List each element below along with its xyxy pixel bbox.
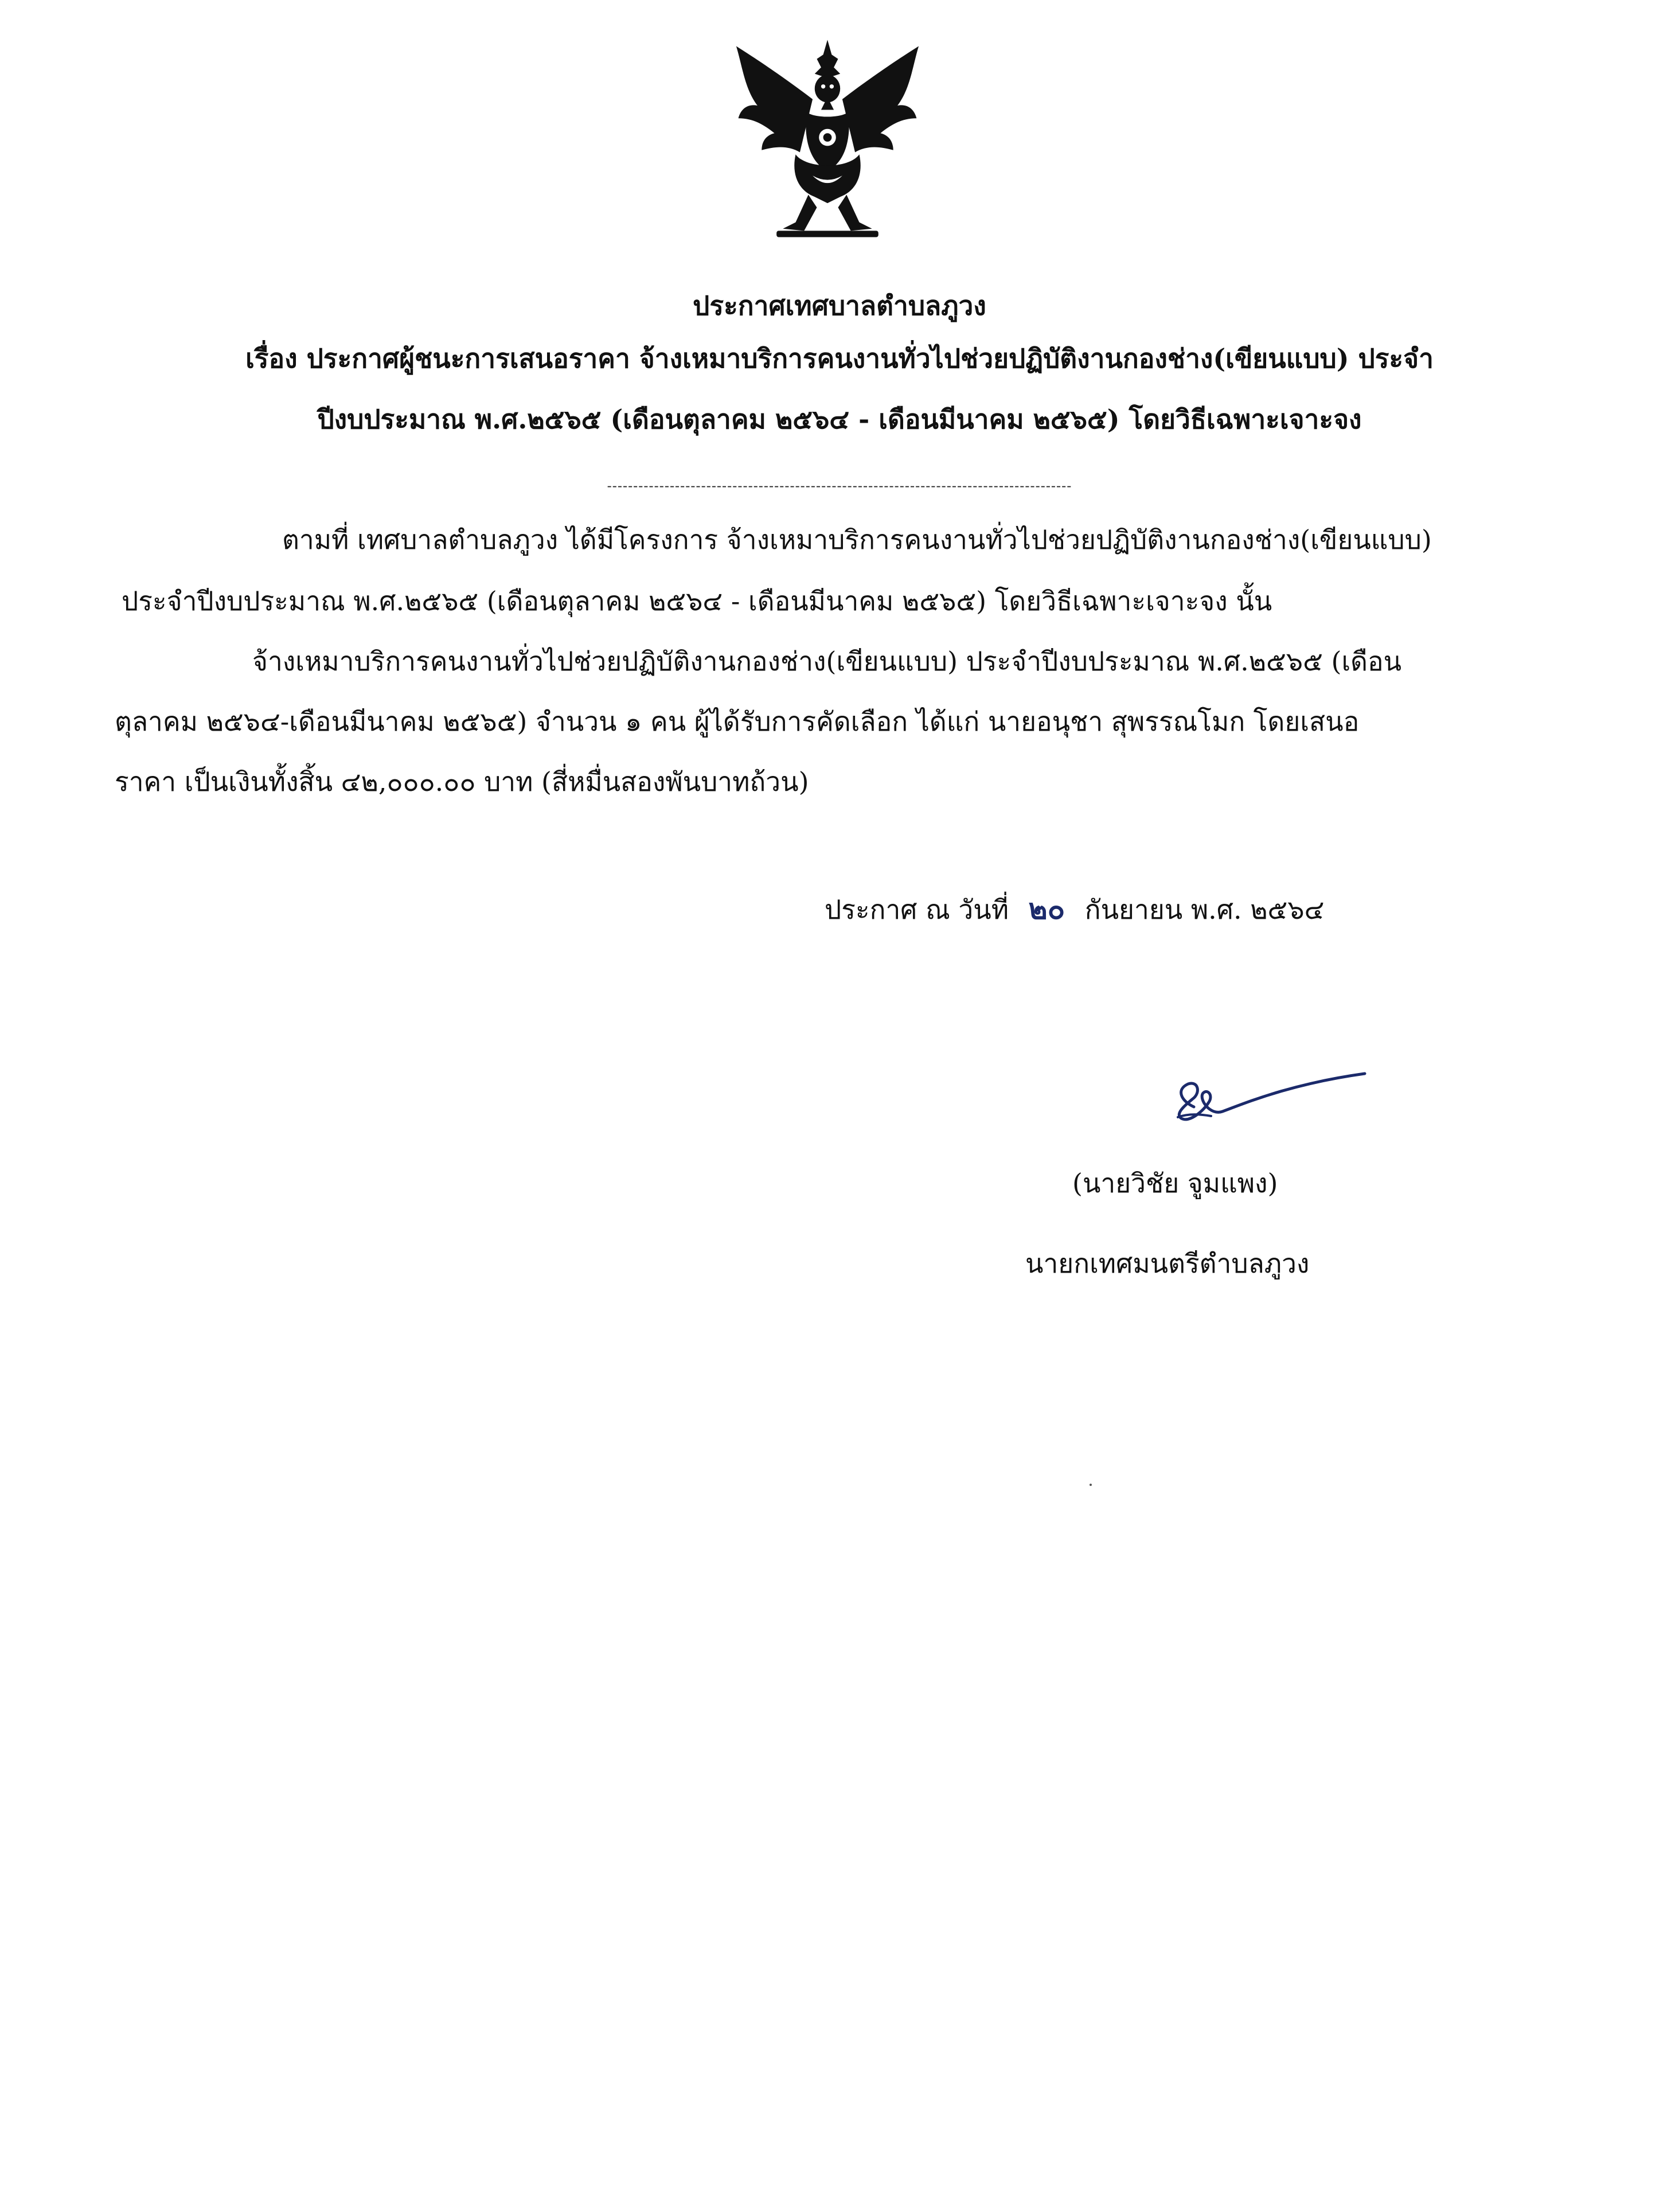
paragraph1-line2: ประจำปีงบประมาณ พ.ศ.๒๕๖๕ (เดือนตุลาคม ๒๕๖๔ - เดือนมีนาคม ๒๕๖๕) โดยวิธีเฉพาะเจาะจง นั้น [122, 586, 1272, 617]
paper-speck [1090, 1484, 1092, 1486]
paragraph2-line1: จ้างเหมาบริการคนงานทั่วไปช่วยปฏิบัติงานกองช่าง(เขียนแบบ) ประจำปีงบประมาณ พ.ศ.๒๕๖๕ (เดือน [252, 646, 1402, 677]
signer-name: (นายวิชัย จูมแพง) [1072, 1168, 1278, 1199]
paragraph2-line3: ราคา เป็นเงินทั้งสิ้น ๔๒,๐๐๐.๐๐ บาท (สี่หมื่นสองพันบาทถ้วน) [115, 766, 809, 797]
date-day-handwritten: ๒๐ [1028, 892, 1065, 926]
announcement-title-line1: เรื่อง ประกาศผู้ชนะการเสนอราคา จ้างเหมาบริการคนงานทั่วไปช่วยปฏิบัติงานกองช่าง(เขียนแบบ) ประจำ [245, 343, 1434, 374]
paragraph1-line1: ตามที่ เทศบาลตำบลภูวง ได้มีโครงการ จ้างเหมาบริการคนงานทั่วไปช่วยปฏิบัติงานกองช่าง(เขียนแบบ) [282, 524, 1432, 555]
announcement-issuer: ประกาศเทศบาลตำบลภูวง [693, 290, 986, 321]
date-suffix: กันยายน พ.ศ. ๒๕๖๔ [1084, 894, 1325, 925]
paragraph2-line2: ตุลาคม ๒๕๖๔-เดือนมีนาคม ๒๕๖๕) จำนวน ๑ คน ผู้ได้รับการคัดเลือก ได้แก่ นายอนุชา สุพรรณโมก โดยเสนอ [115, 706, 1360, 737]
announcement-date [825, 892, 1325, 926]
date-prefix: ประกาศ ณ วันที่ [825, 894, 1009, 925]
separator-line: ----------------------------------------------------------------------------------------- [607, 479, 1072, 493]
garuda-emblem-icon [721, 36, 934, 248]
announcement-title-line2: ปีงบประมาณ พ.ศ.๒๕๖๕ (เดือนตุลาคม ๒๕๖๔ - เดือนมีนาคม ๒๕๖๕) โดยวิธีเฉพาะเจาะจง [317, 404, 1362, 435]
signer-position: นายกเทศมนตรีตำบลภูวง [1025, 1248, 1310, 1279]
signature-icon [1158, 1061, 1370, 1136]
